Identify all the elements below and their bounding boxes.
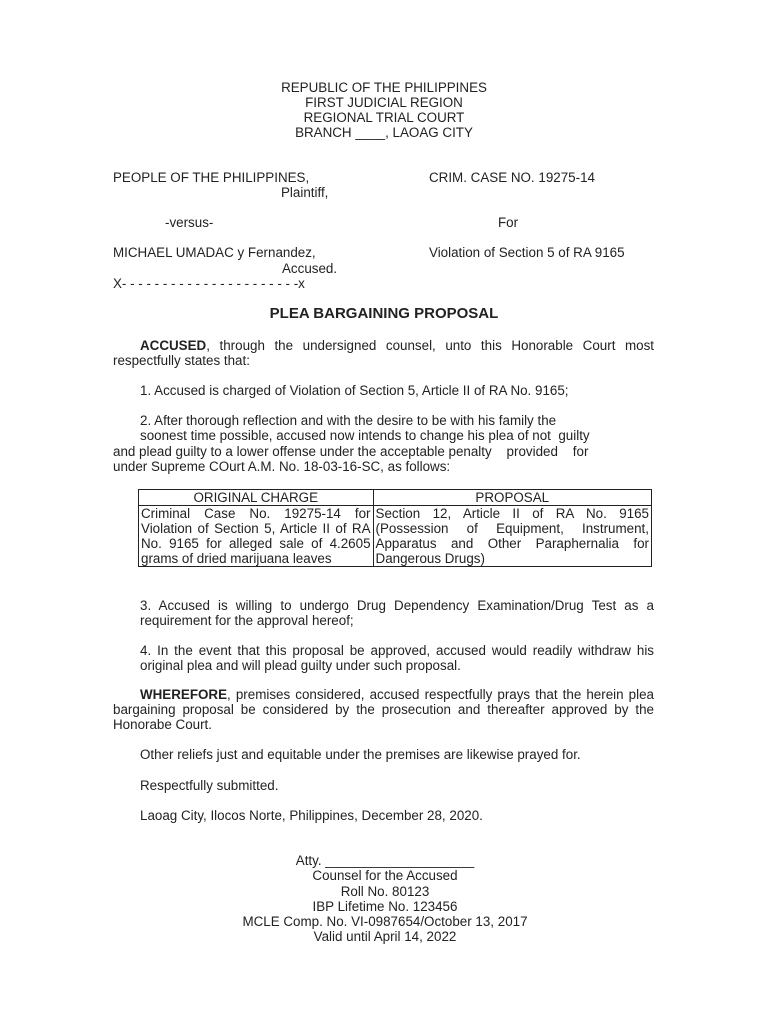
item-4: 4. In the event that this proposal be approved, accused would readily withdraw his original plea and will plead guilty under such proposal. xyxy=(140,643,654,673)
signature-ibp: IBP Lifetime No. 123456 xyxy=(312,899,458,914)
header-original-charge: ORIGINAL CHARGE xyxy=(139,490,374,506)
proposal-cell: Section 12, Article II of RA No. 9165 (Possession of Equipment, Instrument, Apparatus and Other Paraphernalia for Dangerous Drugs) xyxy=(373,506,651,567)
item-2-line-3: and plead guilty to a lower offense under the acceptable penalty provided for xyxy=(113,444,589,459)
intro-paragraph xyxy=(113,338,654,368)
header-branch: BRANCH ____, LAOAG CITY xyxy=(295,125,473,140)
document-title: PLEA BARGAINING PROPOSAL xyxy=(269,305,499,322)
case-number: CRIM. CASE NO. 19275-14 xyxy=(429,170,595,185)
signature-valid: Valid until April 14, 2022 xyxy=(313,929,457,944)
signature-roll: Roll No. 80123 xyxy=(340,884,430,899)
item-3: 3. Accused is willing to undergo Drug Dependency Examination/Drug Test as a requirement for the approval hereof; xyxy=(140,598,654,628)
respectfully-submitted: Respectfully submitted. xyxy=(140,778,279,793)
place-date: Laoag City, Ilocos Norte, Philippines, December 28, 2020. xyxy=(140,808,483,823)
intro-text: , through the undersigned counsel, unto this Honorable Court most respectfully states that: xyxy=(113,338,654,368)
original-charge-cell: Criminal Case No. 19275-14 for Violation of Section 5, Article II of RA No. 9165 for alleged sale of 4.2605 grams of dried marijuana leaves xyxy=(139,506,374,567)
signature-atty: Atty. ____________________ xyxy=(295,853,475,868)
header-region: FIRST JUDICIAL REGION xyxy=(305,95,463,110)
header-republic: REPUBLIC OF THE PHILIPPINES xyxy=(281,80,487,95)
header-court: REGIONAL TRIAL COURT xyxy=(303,110,465,125)
wherefore-bold: WHEREFORE xyxy=(140,687,228,702)
item-2-line-1: 2. After thorough reflection and with the desire to be with his family the xyxy=(140,413,557,428)
item-1: 1. Accused is charged of Violation of Section 5, Article II of RA No. 9165; xyxy=(140,383,569,398)
signature-counsel: Counsel for the Accused xyxy=(312,868,458,883)
offense: Violation of Section 5 of RA 9165 xyxy=(429,245,625,260)
accused-name: MICHAEL UMADAC y Fernandez, xyxy=(113,245,316,260)
wherefore-paragraph xyxy=(113,687,654,732)
accused-role: Accused. xyxy=(282,261,338,276)
plaintiff-role: Plaintiff, xyxy=(281,185,329,200)
for-label: For xyxy=(498,215,519,230)
other-reliefs: Other reliefs just and equitable under the premises are likewise prayed for. xyxy=(140,747,581,762)
header-proposal: PROPOSAL xyxy=(373,490,651,506)
caption-separator: X- - - - - - - - - - - - - - - - - - - - - -x xyxy=(113,276,305,291)
versus-label: -versus- xyxy=(165,215,214,230)
charge-table xyxy=(138,489,652,567)
intro-bold: ACCUSED xyxy=(140,338,207,353)
signature-mcle: MCLE Comp. No. VI-0987654/October 13, 2017 xyxy=(242,914,528,929)
wherefore-text: , premises considered, accused respectfully prays that the herein plea bargaining proposal be considered by the prosecution and thereafter approved by the Honorabe Court. xyxy=(113,687,654,732)
item-2-line-2: soonest time possible, accused now intends to change his plea of not guilty xyxy=(140,428,590,443)
plaintiff-name: PEOPLE OF THE PHILIPPINES, xyxy=(113,170,310,185)
item-2-line-4: under Supreme COurt A.M. No. 18-03-16-SC, as follows: xyxy=(113,459,451,474)
